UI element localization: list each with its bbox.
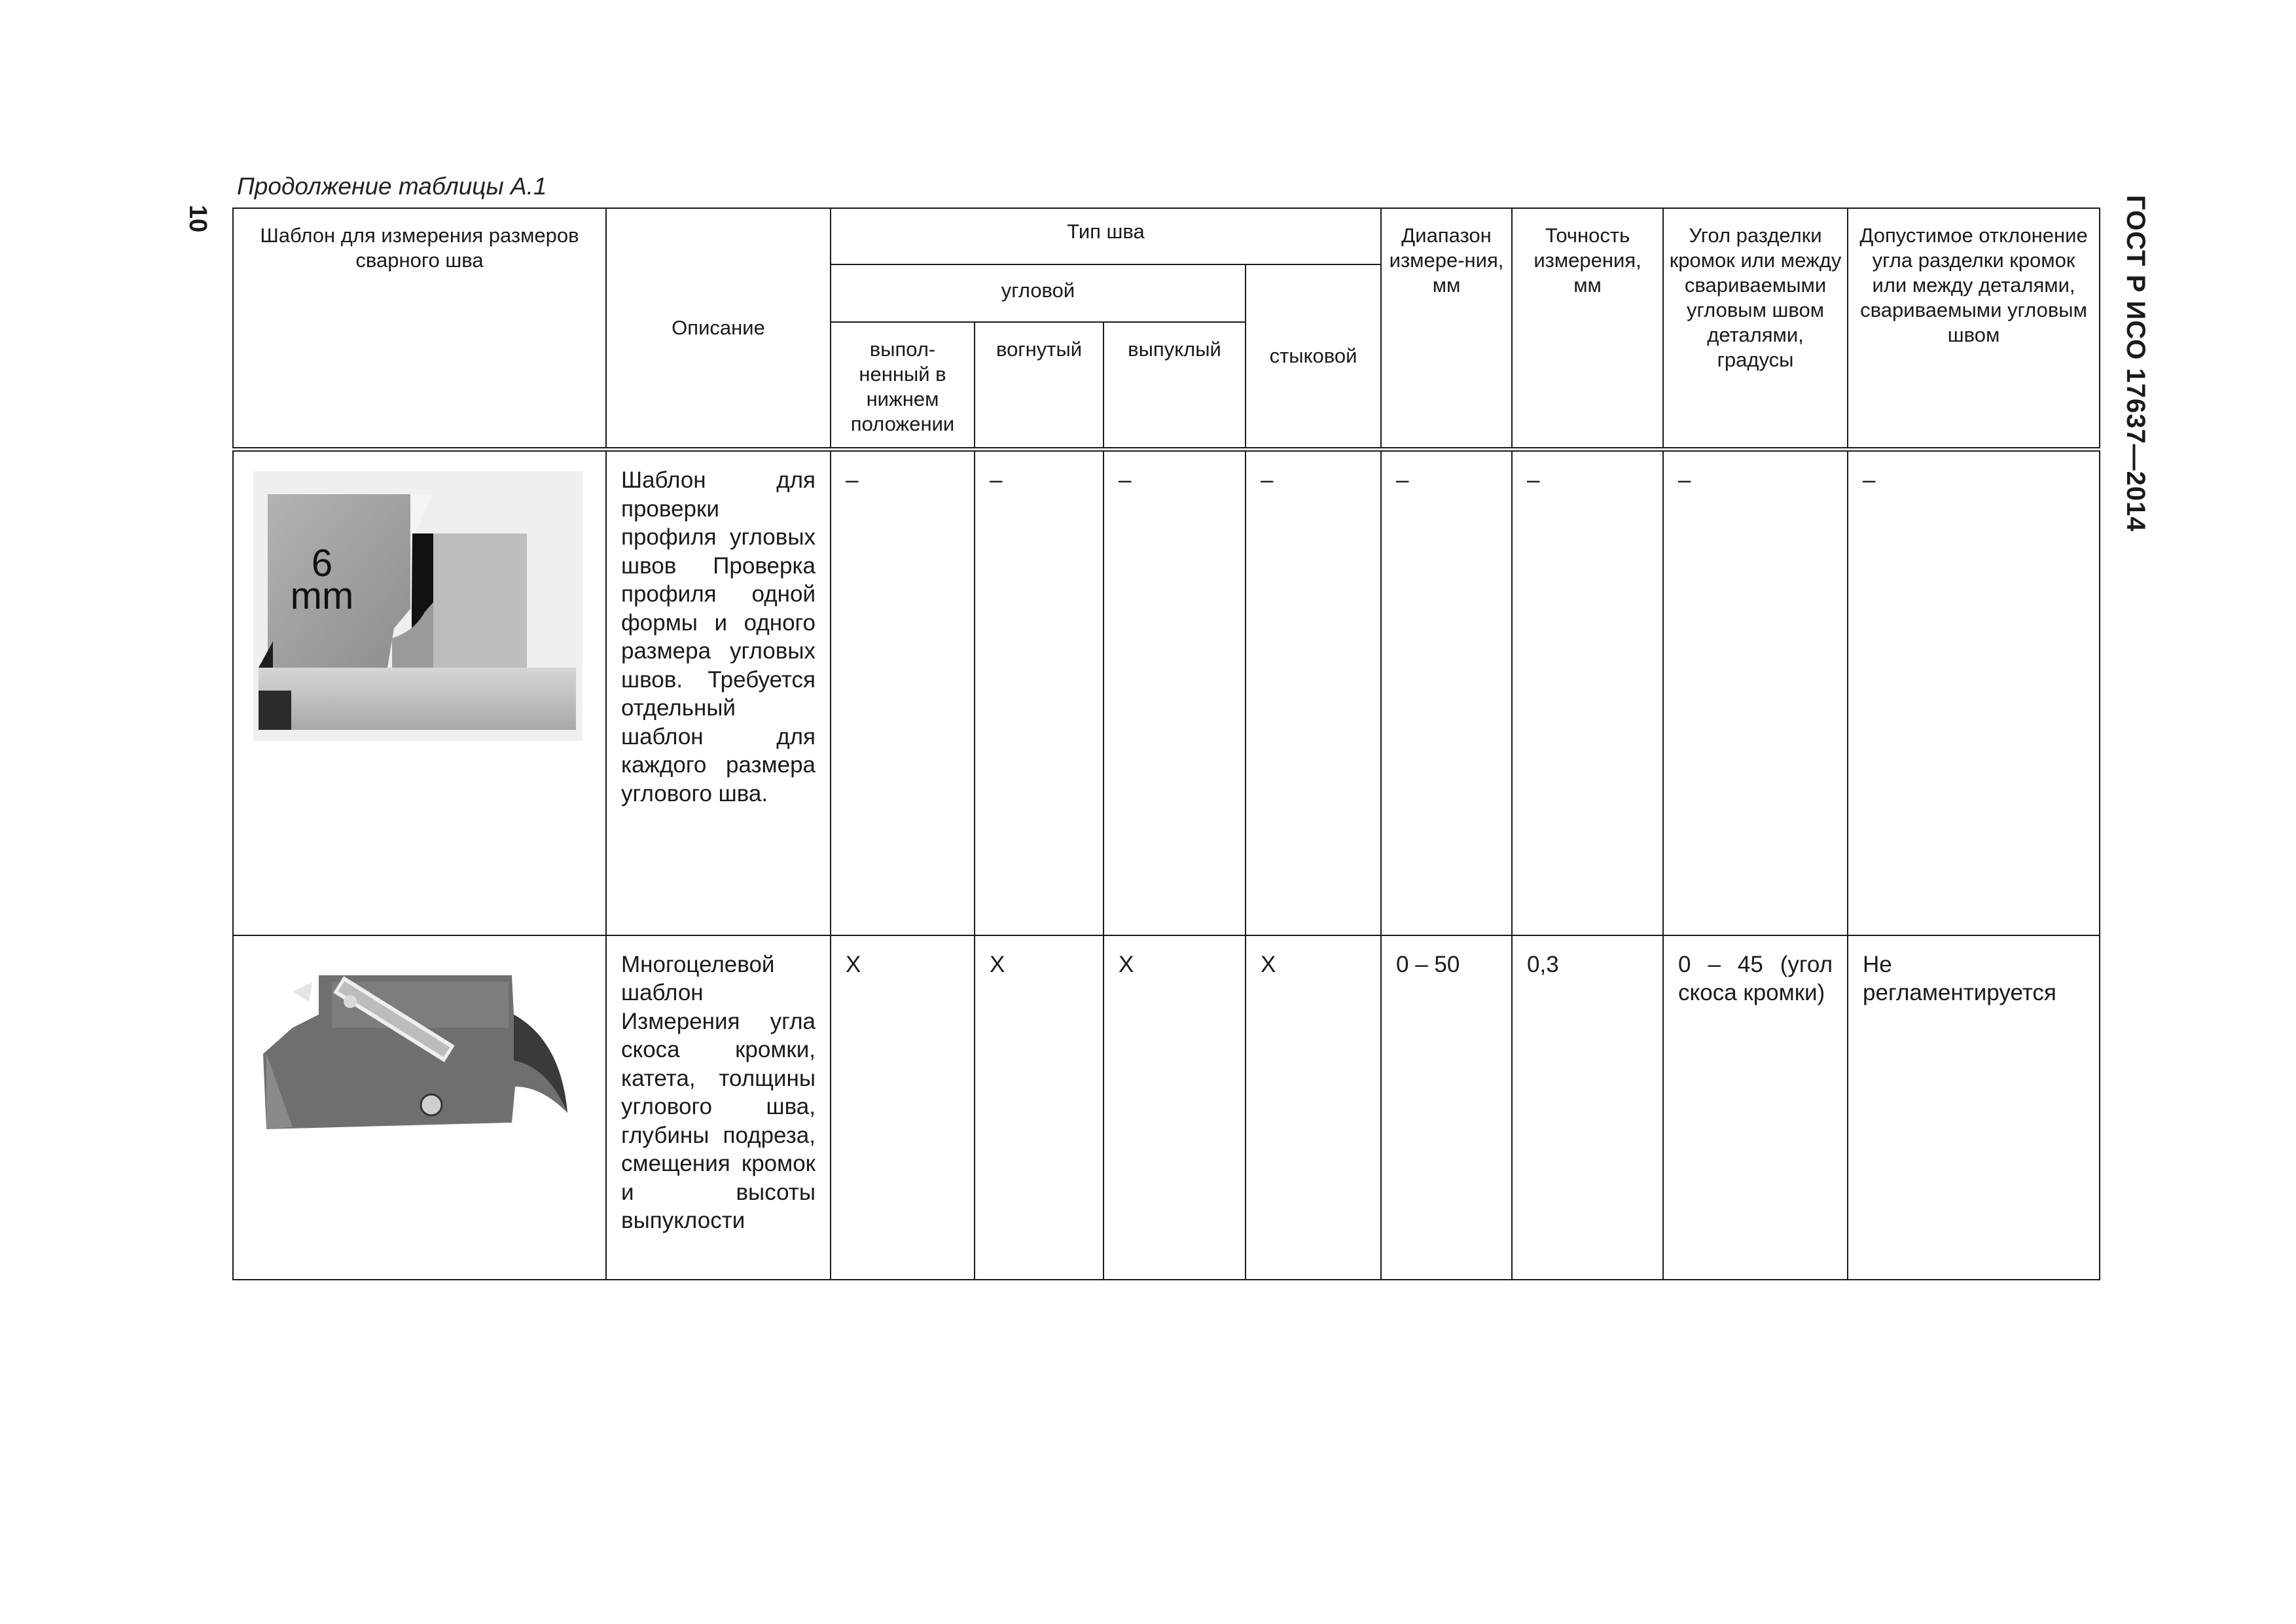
description-cell: Шаблон для проверки профиля угловых швов Проверка профиля одной формы и одного размера угловых швов. Требуется отдельный шаблон для каждого размера углового шва. [606,450,831,935]
accuracy-cell: 0,3 [1512,935,1663,1280]
svg-text:mm: mm [290,575,354,617]
table-caption: Продолжение таблицы А.1 [237,173,547,200]
gauge-size-marking: 6 [311,542,333,585]
header-template: Шаблон для измерения размеров сварного шва [233,208,606,450]
document-designation: ГОСТ Р ИСО 17637—2014 [2121,195,2150,532]
header-fillet: угловой [831,264,1246,322]
description-cell: Многоцелевой шаблон Измерения угла скоса кромки, катета, толщины углового шва, глубины подреза, смещения кромок и высоты выпуклости [606,935,831,1280]
header-description: Описание [606,208,831,450]
header-accuracy: Точность измерения, мм [1512,208,1663,450]
header-concave: вогнутый [975,322,1103,450]
angle-cell: 0 – 45 (угол скоса кромки) [1663,935,1848,1280]
butt-cell: X [1246,935,1381,1280]
butt-cell: – [1246,450,1381,935]
header-deviation: Допустимое отклонение угла разделки кромок или между деталями, свариваемыми угловым швом [1848,208,2100,450]
page-number: 10 [184,204,212,233]
gauge-image-cell [233,935,606,1280]
header-angle: Угол разделки кромок или между свариваемыми угловым швом деталями, градусы [1663,208,1848,450]
flat-cell: X [831,935,975,1280]
table-row [233,450,2100,935]
concave-cell: X [975,935,1103,1280]
convex-cell: X [1103,935,1246,1280]
concave-cell: – [975,450,1103,935]
table-row [233,935,2100,1280]
header-butt: стыковой [1246,264,1381,450]
gauge-table [232,208,2100,1280]
gauge-image-cell [233,450,606,935]
header-weld-type: Тип шва [831,208,1381,264]
angle-cell: – [1663,450,1848,935]
convex-cell: – [1103,450,1246,935]
flat-cell: – [831,450,975,935]
deviation-cell: Не регламентируется [1848,935,2100,1280]
accuracy-cell: – [1512,450,1663,935]
range-cell: – [1381,450,1512,935]
header-range: Диапазон измере-ния, мм [1381,208,1512,450]
multipurpose-gauge-image [253,956,583,1152]
range-cell: 0 – 50 [1381,935,1512,1280]
deviation-cell: – [1848,450,2100,935]
table-header [233,208,2100,450]
header-convex: выпуклый [1103,322,1246,450]
header-flat: выпол-ненный в нижнем положении [831,322,975,450]
fillet-profile-gauge-image [253,471,583,741]
